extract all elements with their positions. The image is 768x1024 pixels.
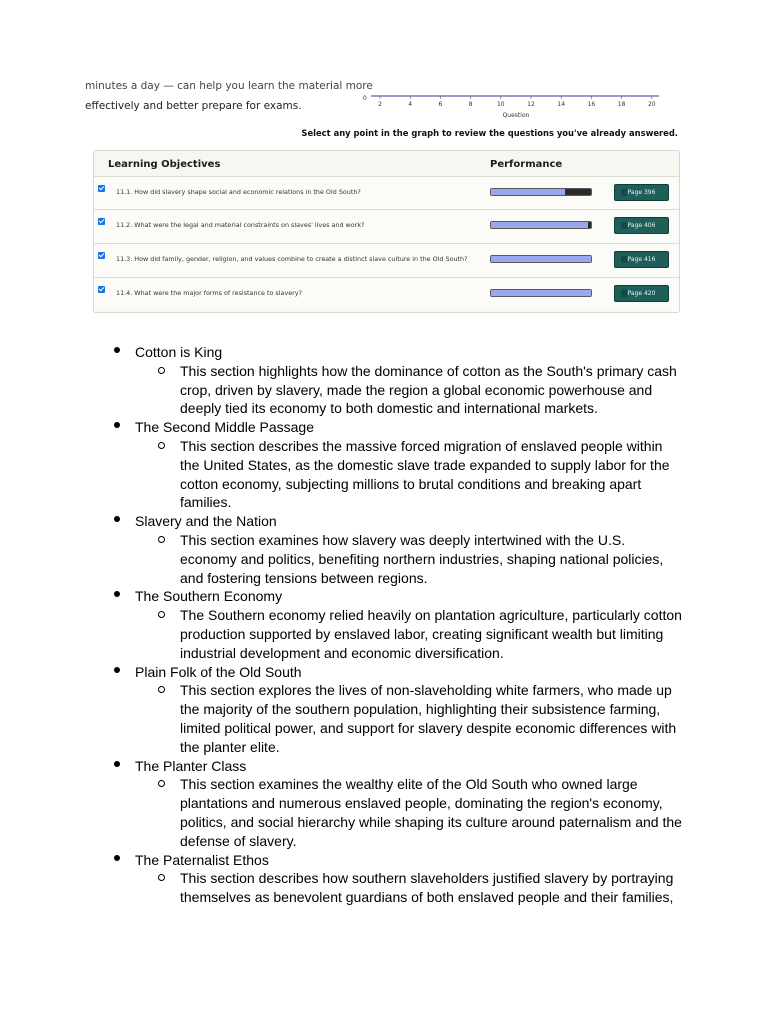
description-line: This section examines the wealthy elite of the Old South who owned large	[180, 776, 638, 793]
book-icon	[621, 222, 627, 229]
hollow-bullet-icon	[158, 611, 165, 618]
objective-row	[94, 243, 679, 277]
intro-line: minutes a day — can help you learn the material more	[85, 80, 373, 92]
performance-bar	[490, 255, 592, 263]
topic-description	[180, 531, 680, 587]
description-line: crop, driven by slavery, made the region a global economic powerhouse and	[180, 381, 653, 398]
objectives-header: Learning Objectives	[108, 159, 221, 170]
bullet-icon	[114, 347, 120, 353]
book-icon	[621, 189, 627, 196]
page-button[interactable]	[614, 251, 669, 268]
performance-bar	[490, 289, 592, 297]
objective-text: 11.4. What were the major forms of resistance to slavery?	[116, 289, 302, 297]
description-line: plantations and numerous enslaved people, dominating the region's economy,	[180, 795, 663, 812]
x-tick-label: 16	[587, 101, 596, 108]
performance-fill	[491, 222, 588, 228]
description-line: defense of slavery.	[180, 832, 297, 849]
x-tick-label: 14	[557, 101, 566, 108]
x-axis-label: Question	[502, 112, 530, 119]
hollow-bullet-icon	[158, 536, 165, 543]
topic-title: Slavery and the Nation	[135, 513, 277, 530]
page-label: Page 406	[627, 222, 656, 229]
page-button[interactable]	[614, 217, 669, 234]
topic-title: Plain Folk of the Old South	[135, 663, 302, 680]
x-tick-label: 4	[408, 101, 413, 108]
objective-row	[94, 209, 679, 243]
x-tick-label: 20	[647, 101, 656, 108]
checkbox[interactable]	[98, 185, 105, 192]
page-button[interactable]	[614, 285, 669, 302]
objective-row	[94, 176, 679, 210]
performance-fill	[491, 256, 591, 262]
description-line: themselves as benevolent guardians of both enslaved people and their families,	[180, 889, 674, 906]
x-tick-label: 8	[468, 101, 473, 108]
description-line: This section describes how southern slaveholders justified slavery by portraying	[180, 870, 674, 887]
topic-description	[180, 775, 680, 850]
x-tick-group	[378, 96, 656, 108]
learning-objectives-table	[93, 150, 680, 313]
description-line: This section explores the lives of non-slaveholding white farmers, who made up	[180, 682, 672, 699]
intro-line: effectively and better prepare for exams.	[85, 100, 302, 112]
description-line: politics, and social hierarchy while shaping its culture around paternalism and the	[180, 813, 682, 830]
book-icon	[621, 256, 627, 263]
description-line: production supported by enslaved labor, creating significant wealth but limiting	[180, 625, 664, 642]
topic-description	[180, 681, 680, 756]
description-line: deeply tied its economy to both domestic and international markets.	[180, 400, 598, 417]
topic-title: The Second Middle Passage	[135, 419, 314, 436]
description-line: families.	[180, 494, 232, 511]
checkbox[interactable]	[98, 252, 105, 259]
topic-item	[0, 418, 768, 512]
hollow-bullet-icon	[158, 686, 165, 693]
intro-text	[85, 80, 373, 126]
topic-description	[180, 437, 680, 512]
bullet-icon	[114, 761, 120, 767]
embedded-screenshot	[85, 80, 680, 313]
page-label: Page 420	[627, 290, 656, 297]
description-line: and fostering tensions between regions.	[180, 569, 428, 586]
description-line: industrial development and economic diversification.	[180, 644, 504, 661]
description-line: This section examines how slavery was deeply intertwined with the U.S.	[180, 531, 626, 548]
description-line: limited political power, and support for slavery despite economic differences with	[180, 719, 677, 736]
x-tick-label: 18	[617, 101, 626, 108]
topic-title: The Southern Economy	[135, 588, 283, 605]
hollow-bullet-icon	[158, 874, 165, 881]
chart-hint: Select any point in the graph to review the questions you've already answered.	[301, 128, 678, 138]
performance-fill	[491, 290, 591, 296]
description-line: cotton economy, subjecting millions to brutal conditions and breaking apart	[180, 475, 642, 492]
page-button[interactable]	[614, 184, 669, 201]
hollow-bullet-icon	[158, 442, 165, 449]
performance-bar	[490, 188, 592, 196]
description-line: the United States, as the domestic slave trade expanded to supply labor for the	[180, 456, 670, 473]
hollow-bullet-icon	[158, 780, 165, 787]
bullet-icon	[114, 855, 120, 861]
topic-item	[0, 343, 768, 418]
x-tick-label: 12	[527, 101, 535, 108]
page-label: Page 396	[627, 189, 656, 196]
objective-text: 11.2. What were the legal and material constraints on slaves' lives and work?	[116, 221, 365, 229]
x-tick-label: 10	[496, 101, 505, 108]
bullet-icon	[114, 591, 120, 597]
objective-text: 11.3. How did family, gender, religion, and values combine to create a distinct slave culture in the Old South?	[116, 255, 468, 263]
topic-list	[0, 343, 768, 907]
description-line: This section describes the massive forced migration of enslaved people within	[180, 437, 663, 454]
x-tick-label: 2	[378, 101, 382, 108]
topic-description	[180, 362, 680, 418]
topic-title: The Planter Class	[135, 757, 247, 774]
page-label: Page 416	[627, 256, 656, 263]
topic-description	[180, 606, 680, 662]
description-line: the majority of the southern population, highlighting their subsistence farming,	[180, 701, 661, 718]
topic-item	[0, 851, 768, 907]
bullet-icon	[114, 422, 120, 428]
description-line: This section highlights how the dominance of cotton as the South's primary cash	[180, 362, 677, 379]
performance-chart[interactable]	[355, 86, 677, 120]
performance-fill	[491, 189, 565, 195]
objective-text: 11.1. How did slavery shape social and economic relations in the Old South?	[116, 188, 361, 196]
description-line: economy and politics, benefiting northern industries, shaping national policies,	[180, 550, 664, 567]
topic-item	[0, 587, 768, 662]
checkbox[interactable]	[98, 286, 105, 293]
topic-description	[180, 869, 680, 907]
x-tick-label: 6	[438, 101, 443, 108]
hollow-bullet-icon	[158, 367, 165, 374]
checkbox[interactable]	[98, 218, 105, 225]
topic-title: The Paternalist Ethos	[135, 851, 269, 868]
description-line: The Southern economy relied heavily on plantation agriculture, particularly cotton	[180, 607, 682, 624]
topic-item	[0, 757, 768, 851]
book-icon	[621, 290, 627, 297]
topic-title: Cotton is King	[135, 344, 223, 360]
bullet-icon	[114, 667, 120, 673]
performance-header: Performance	[490, 159, 563, 170]
description-line: the planter elite.	[180, 738, 280, 755]
topic-item	[0, 512, 768, 587]
performance-bar	[490, 221, 592, 229]
objective-row	[94, 277, 679, 311]
y-tick-label: 0	[363, 95, 367, 102]
topic-item	[0, 663, 768, 757]
bullet-icon	[114, 516, 120, 522]
